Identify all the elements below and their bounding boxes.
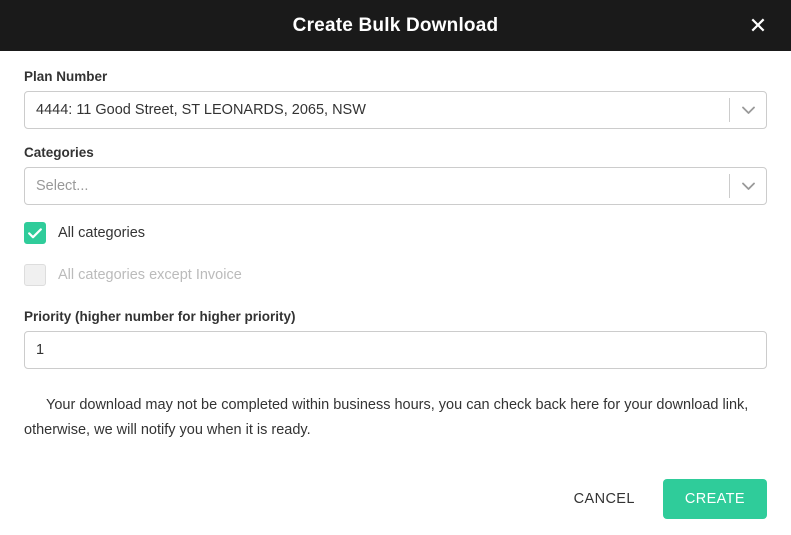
all-categories-checkbox[interactable]: [24, 222, 46, 244]
all-categories-except-invoice-label: All categories except Invoice: [58, 267, 242, 283]
all-categories-label: All categories: [58, 225, 146, 241]
categories-value: Select...: [36, 178, 89, 194]
priority-input[interactable]: [24, 331, 767, 369]
plan-number-select[interactable]: [24, 91, 767, 129]
cancel-button[interactable]: CANCEL: [564, 481, 645, 517]
all-categories-except-invoice-row: [24, 263, 767, 287]
dialog-body: [0, 51, 791, 479]
dialog-header: [0, 0, 791, 51]
download-note: Your download may not be completed within business hours, you can check back here for your download link, otherwise, we will notify you when it is ready.: [24, 397, 749, 438]
plan-number-label: Plan Number: [24, 69, 108, 84]
priority-label: Priority (higher number for higher priority): [24, 309, 296, 324]
all-categories-except-invoice-checkbox: [24, 264, 46, 286]
all-categories-row[interactable]: [24, 221, 767, 245]
chevron-down-icon[interactable]: [730, 182, 766, 191]
categories-select[interactable]: [24, 167, 767, 205]
plan-number-value: 4444: 11 Good Street, ST LEONARDS, 2065, NSW: [36, 102, 366, 118]
dialog-title: Create Bulk Download: [292, 14, 499, 36]
create-button[interactable]: CREATE: [663, 479, 767, 519]
chevron-down-icon[interactable]: [730, 106, 766, 115]
categories-label: Categories: [24, 145, 94, 160]
close-icon[interactable]: ✕: [743, 11, 773, 41]
dialog-footer: [0, 479, 791, 535]
